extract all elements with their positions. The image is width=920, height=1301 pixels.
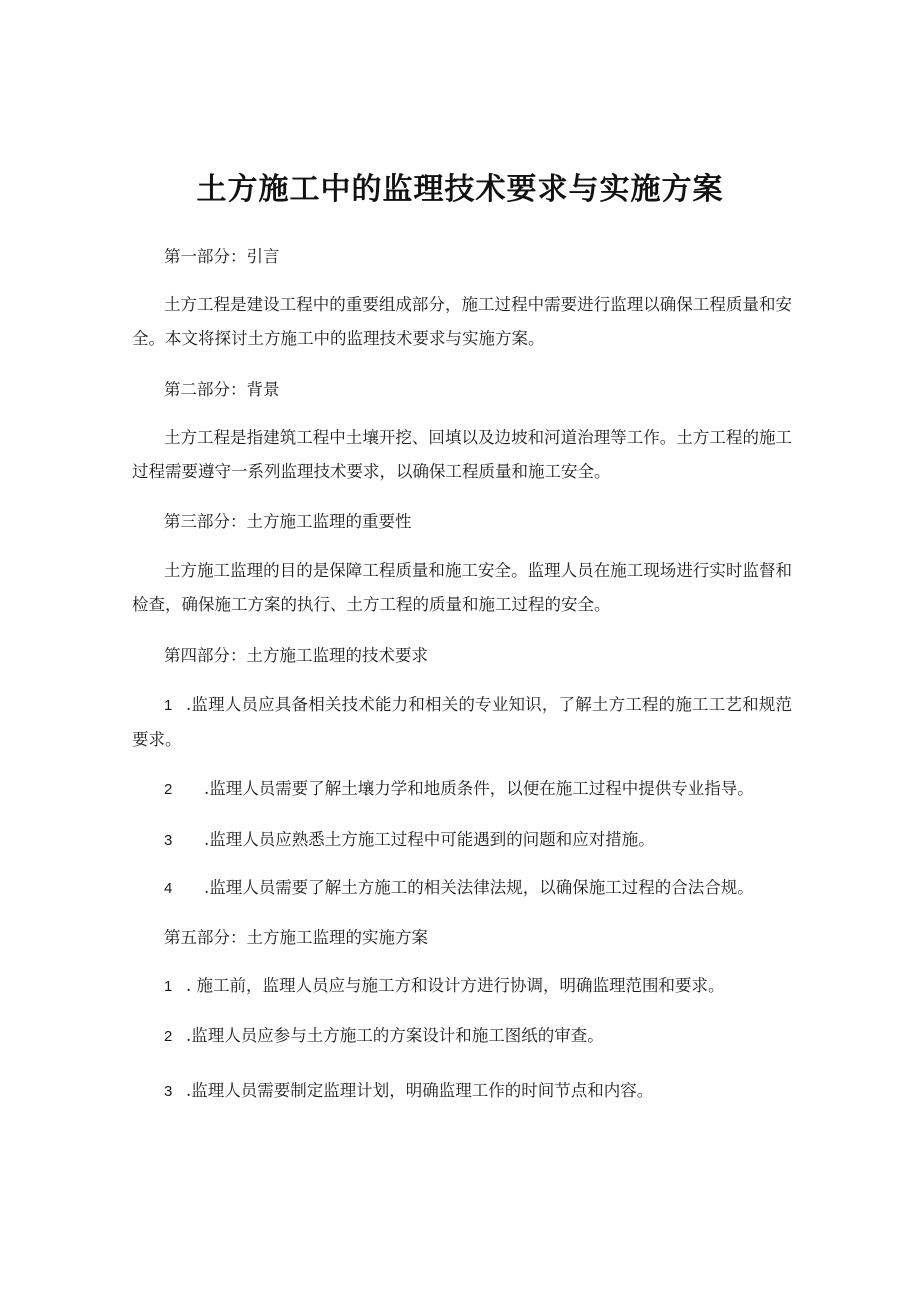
list-item-text: .监理人员应参与土方施工的方案设计和施工图纸的审查。 [186,1026,604,1045]
list-item-number: 1 [164,978,173,995]
list-item-number: 2 [164,781,173,798]
list-item [132,772,792,807]
section-heading-requirements: 第四部分：土方施工监理的技术要求 [164,646,428,665]
list-item-text: .监理人员需要了解土方施工的相关法律法规，以确保施工过程的合法合规。 [204,878,754,897]
list-item [132,1019,792,1054]
list-item-number: 3 [164,1083,173,1100]
document-title: 土方施工中的监理技术要求与实施方案 [196,172,724,207]
section-heading-implementation: 第五部分：土方施工监理的实施方案 [164,928,428,947]
section-heading-background: 第二部分：背景 [164,380,280,399]
list-item-number: 4 [164,880,173,897]
list-item [132,969,792,1004]
section-paragraph-background: 土方工程是指建筑工程中土壤开挖、回填以及边坡和河道治理等工作。土方工程的施工过程需要遵守一系列监理技术要求，以确保工程质量和施工安全。 [132,428,792,481]
section-paragraph-intro: 土方工程是建设工程中的重要组成部分，施工过程中需要进行监理以确保工程质量和安全。本文将探讨土方施工中的监理技术要求与实施方案。 [132,295,792,348]
list-item [132,688,792,757]
list-item-number: 3 [164,832,173,849]
list-item [132,823,792,858]
list-item-text: .监理人员应具备相关技术能力和相关的专业知识，了解土方工程的施工工艺和规范要求。 [132,695,792,749]
list-item-text: . 施工前，监理人员应与施工方和设计方进行协调，明确监理范围和要求。 [186,976,725,995]
section-heading-intro: 第一部分：引言 [164,247,280,266]
list-item-text: .监理人员需要了解土壤力学和地质条件，以便在施工过程中提供专业指导。 [204,779,754,798]
list-item [132,1074,792,1109]
list-item [132,871,792,906]
list-item-number: 2 [164,1028,173,1045]
list-item-text: .监理人员应熟悉土方施工过程中可能遇到的问题和应对措施。 [204,830,655,849]
list-item-text: .监理人员需要制定监理计划，明确监理工作的时间节点和内容。 [186,1081,654,1100]
section-heading-importance: 第三部分：土方施工监理的重要性 [164,512,412,531]
section-paragraph-importance: 土方施工监理的目的是保障工程质量和施工安全。监理人员在施工现场进行实时监督和检查，确保施工方案的执行、土方工程的质量和施工过程的安全。 [132,561,792,614]
list-item-number: 1 [164,697,173,714]
